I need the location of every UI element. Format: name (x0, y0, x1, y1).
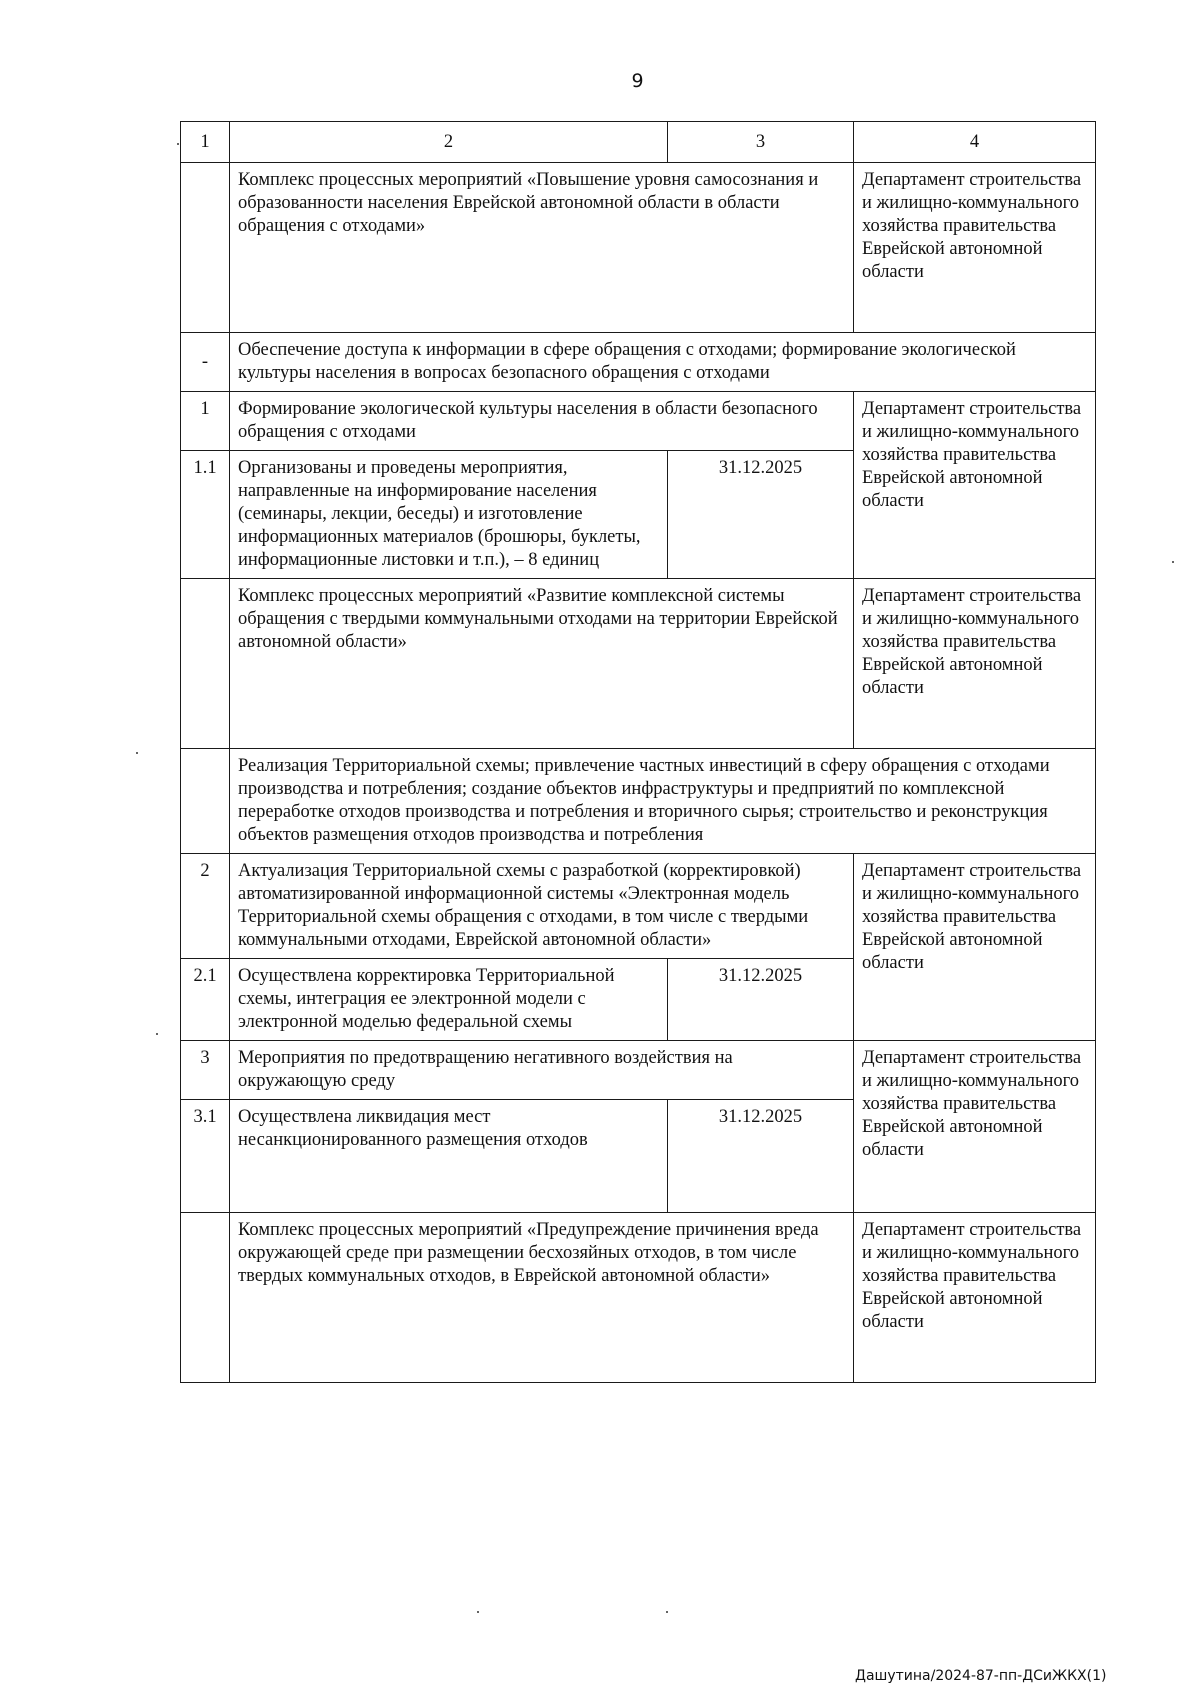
item-number: 2.1 (181, 959, 230, 1041)
table-row (181, 1041, 1096, 1100)
task-text: Обеспечение доступа к информации в сфере обращения с отходами; формирование экологической культуры населения в вопросах безопасного обращения с отходами (230, 333, 1096, 392)
header-cell-2: 2 (230, 122, 668, 163)
empty-cell (181, 579, 230, 749)
item-text: Актуализация Территориальной схемы с разработкой (корректировкой) автоматизированной информационной системы «Электронная модель Территориальной схемы обращения с отходами, в том числе с твердыми коммунальными отходами, Еврейской автономной области» (230, 854, 854, 959)
responsible-cell: Департамент строительства и жилищно-коммунального хозяйства правительства Еврейской автономной области (854, 1041, 1096, 1213)
table-row (181, 163, 1096, 333)
scan-speck (156, 1033, 158, 1035)
item-number: 3 (181, 1041, 230, 1100)
responsible-cell: Департамент строительства и жилищно-коммунального хозяйства правительства Еврейской автономной области (854, 854, 1096, 1041)
item-text: Осуществлена ликвидация мест несанкционированного размещения отходов (230, 1100, 668, 1213)
activities-table (180, 121, 1096, 1383)
complex-title: Комплекс процессных мероприятий «Предупреждение причинения вреда окружающей среде при размещении бесхозяйных отходов, в том числе твердых коммунальных отходов, в Еврейской автономной области» (230, 1213, 854, 1383)
document-code: Дашутина/2024-87-пп-ДСиЖКХ(1) (855, 1668, 1107, 1684)
header-cell-4: 4 (854, 122, 1096, 163)
responsible-cell: Департамент строительства и жилищно-коммунального хозяйства правительства Еврейской автономной области (854, 163, 1096, 333)
item-date: 31.12.2025 (668, 1100, 854, 1213)
scan-speck (1172, 561, 1174, 563)
table-row (181, 333, 1096, 392)
page-number: 9 (631, 70, 644, 92)
complex-title: Комплекс процессных мероприятий «Развитие комплексной системы обращения с твердыми коммунальными отходами на территории Еврейской автономной области» (230, 579, 854, 749)
scan-speck (666, 1611, 668, 1613)
item-text: Осуществлена корректировка Территориальной схемы, интеграция ее электронной модели с электронной моделью федеральной схемы (230, 959, 668, 1041)
responsible-cell: Департамент строительства и жилищно-коммунального хозяйства правительства Еврейской автономной области (854, 392, 1096, 579)
item-number: 1.1 (181, 451, 230, 579)
header-cell-3: 3 (668, 122, 854, 163)
task-text: Реализация Территориальной схемы; привлечение частных инвестиций в сферу обращения с отходами производства и потребления; создание объектов инфраструктуры и предприятий по комплексной переработке отходов производства и потребления и вторичного сырья; строительство и реконструкция объектов размещения отходов производства и потребления (230, 749, 1096, 854)
item-number: 2 (181, 854, 230, 959)
item-text: Мероприятия по предотвращению негативного воздействия на окружающую среду (230, 1041, 854, 1100)
table-row (181, 392, 1096, 451)
table-header-row (181, 122, 1096, 163)
empty-cell (181, 1213, 230, 1383)
item-date: 31.12.2025 (668, 451, 854, 579)
table-row (181, 579, 1096, 749)
task-marker: - (181, 333, 230, 392)
responsible-cell: Департамент строительства и жилищно-коммунального хозяйства правительства Еврейской автономной области (854, 579, 1096, 749)
item-text: Организованы и проведены мероприятия, направленные на информирование населения (семинары, лекции, беседы) и изготовление информационных материалов (брошюры, буклеты, информационные листовки и т.п.), – 8 единиц (230, 451, 668, 579)
responsible-cell: Департамент строительства и жилищно-коммунального хозяйства правительства Еврейской автономной области (854, 1213, 1096, 1383)
table-row (181, 1213, 1096, 1383)
complex-title: Комплекс процессных мероприятий «Повышение уровня самосознания и образованности населения Еврейской автономной области в области обращения с отходами» (230, 163, 854, 333)
scan-speck (477, 1611, 479, 1613)
item-number: 3.1 (181, 1100, 230, 1213)
header-cell-1: 1 (181, 122, 230, 163)
empty-cell (181, 749, 230, 854)
item-text: Формирование экологической культуры населения в области безопасного обращения с отходами (230, 392, 854, 451)
table-row (181, 854, 1096, 959)
scan-speck (177, 143, 179, 145)
empty-cell (181, 163, 230, 333)
item-number: 1 (181, 392, 230, 451)
item-date: 31.12.2025 (668, 959, 854, 1041)
scan-speck (136, 752, 138, 754)
table-row (181, 749, 1096, 854)
